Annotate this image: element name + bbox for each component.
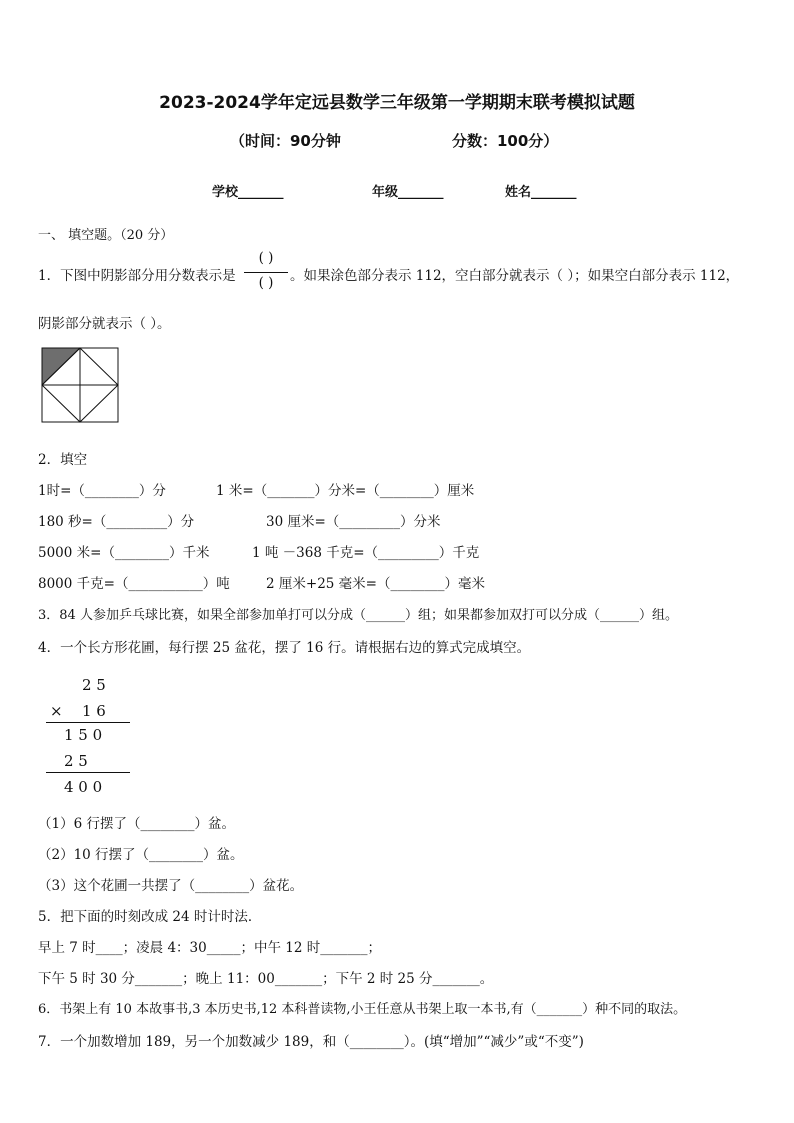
- q4-part: （1）6 行摆了（________）盆。: [38, 816, 235, 832]
- grade-field: 年级_______: [372, 185, 444, 200]
- calc-partial-2: 2 5: [64, 752, 88, 770]
- shaded-square-figure: [40, 346, 120, 424]
- q1-suffix: 。如果涂色部分表示 112，空白部分就表示（ ）；如果空白部分表示 112，: [290, 268, 740, 284]
- q2-item: 1 吨 －368 千克=（_________）千克: [252, 545, 480, 561]
- name-field: 姓名_______: [505, 185, 577, 200]
- calc-rule: [46, 772, 130, 773]
- q4-part: （2）10 行摆了（________）盆。: [38, 847, 244, 863]
- q4-part: （3）这个花圃一共摆了（________）盆花。: [38, 878, 304, 894]
- fraction-blank: [242, 250, 290, 296]
- q3-text: 3．84 人参加乒乓球比赛，如果全部参加单打可以分成（______）组；如果都参加双打可以分成（______）组。: [38, 608, 678, 623]
- vertical-multiplication: [40, 672, 130, 802]
- fraction-numerator: ( ): [258, 250, 274, 266]
- q5-line: 早上 7 时____；凌晨 4：30_____；中午 12 时_______；: [38, 940, 381, 956]
- q2-item: 1 米=（_______）分米=（________）厘米: [216, 483, 475, 499]
- times-sign: ×: [50, 702, 63, 720]
- calc-rule: [46, 722, 130, 723]
- fraction-bar: [244, 272, 288, 273]
- section-heading: 一、 填空题。（20 分）: [38, 228, 174, 243]
- q2-item: 5000 米=（________）千米: [38, 545, 210, 561]
- q6-text: 6．书架上有 10 本故事书,3 本历史书,12 本科普读物,小王任意从书架上取一本书,有（_______）种不同的取法。: [38, 1002, 687, 1017]
- q2-item: 1时=（________）分: [38, 483, 166, 499]
- calc-multiplicand: 2 5: [82, 676, 106, 694]
- q5-line: 下午 5 时 30 分_______；晚上 11：00_______；下午 2 时 25 分_______。: [38, 971, 494, 987]
- calc-partial-1: 1 5 0: [64, 726, 103, 744]
- q2-item: 30 厘米=（_________）分米: [266, 514, 441, 530]
- exam-time: （时间：90分钟: [230, 132, 341, 150]
- q5-text: 5．把下面的时刻改成 24 时计时法．: [38, 909, 262, 925]
- school-field: 学校_______: [212, 185, 284, 200]
- calc-multiplier: 1 6: [82, 702, 106, 720]
- q1-prefix: 1．下图中阴影部分用分数表示是: [38, 268, 236, 284]
- q2-title: 2．填空: [38, 452, 88, 468]
- q1-line2: 阴影部分就表示（ ）。: [38, 316, 171, 332]
- q2-item: 8000 千克=（___________）吨: [38, 576, 230, 592]
- fraction-denominator: ( ): [258, 275, 274, 291]
- q7-text: 7．一个加数增加 189，另一个加数减少 189，和（________）。(填“增加”“减少”或“不变”): [38, 1034, 584, 1050]
- calc-result: 4 0 0: [64, 778, 103, 796]
- exam-score: 分数：100分）: [452, 132, 559, 150]
- q4-text: 4．一个长方形花圃，每行摆 25 盆花，摆了 16 行。请根据右边的算式完成填空。: [38, 640, 531, 656]
- q2-item: 2 厘米+25 毫米=（________）毫米: [266, 576, 485, 592]
- exam-title: 2023-2024学年定远县数学三年级第一学期期末联考模拟试题: [159, 93, 635, 113]
- q2-item: 180 秒=（_________）分: [38, 514, 195, 530]
